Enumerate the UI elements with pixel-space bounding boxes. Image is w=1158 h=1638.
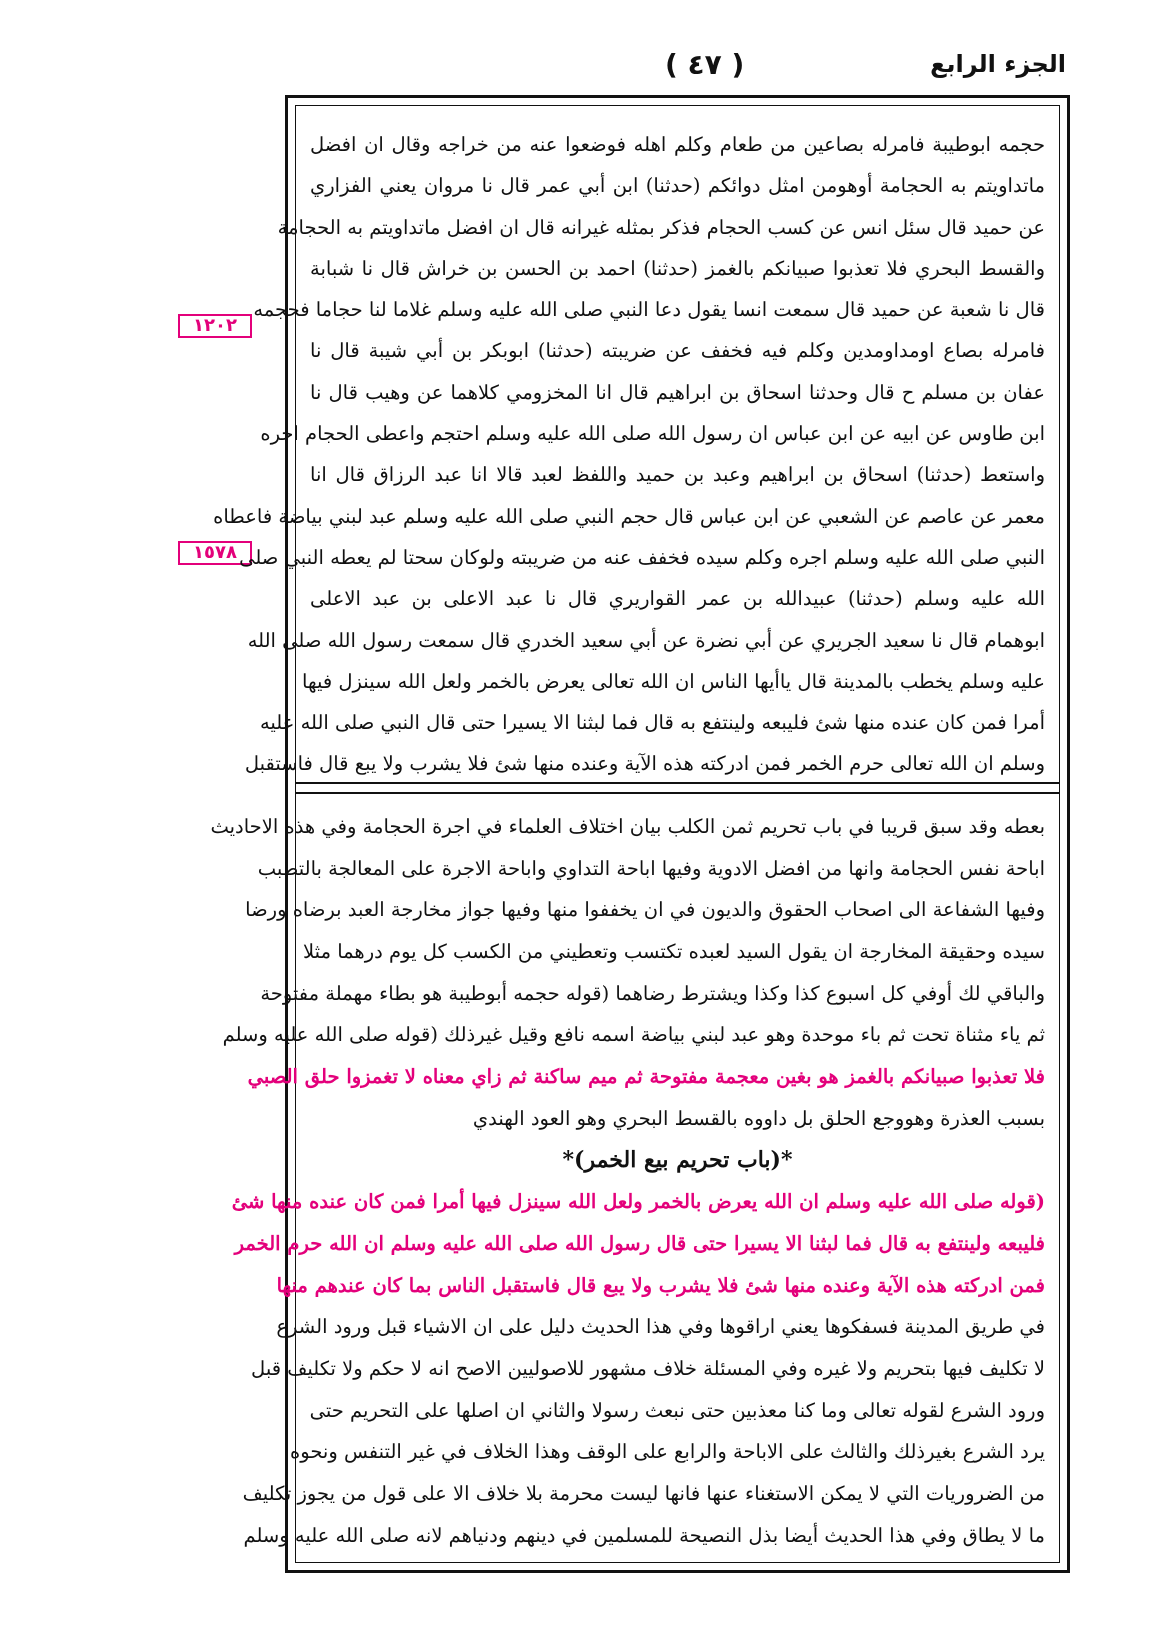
text-line: ماتداويتم به الحجامة أوهومن امثل دوائكم (حدثنا) ابن أبي عمر قال نا مروان يعني الفزاري <box>310 174 1045 198</box>
text-line: فليبعه ولينتفع به قال فما لبثنا الا يسيرا حتى قال رسول الله صلى الله عليه وسلم ان الله حرم الخمر <box>234 1231 1045 1255</box>
text-line: فامرله بصاع اومداومدين وكلم فيه فخفف عن ضريبته (حدثنا) ابوبكر بن أبي شيبة قال نا <box>310 339 1045 363</box>
text-line: يرد الشرع بغيرذلك والثالث على الاباحة والرابع على الوقف وهذا الخلاف في غير التنفس ونحوه <box>290 1440 1045 1464</box>
commentary-text <box>210 806 1045 1556</box>
text-line: أمرا فمن كان عنده منها شئ فليبعه ولينتفع به قال فما لبثنا الا يسيرا حتى قال النبي صلى الله عليه <box>259 711 1045 735</box>
text-line: عليه وسلم يخطب بالمدينة قال ياأيها الناس ان الله تعالى يعرض بالخمر ولعل الله سينزل فيها <box>302 669 1045 693</box>
page-number: ( ٤٧ ) <box>665 48 745 81</box>
text-line: فلا تعذبوا صبيانكم بالغمز هو بغين معجمة مفتوحة ثم ميم ساكنة ثم زاي معناه لا تغمزوا حلق الصبي <box>247 1065 1045 1089</box>
text-line: حجمه ابوطيبة فامرله بصاعين من طعام وكلم اهله فوضعوا عنه من خراجه وقال ان افضل <box>310 133 1045 156</box>
section-divider <box>296 782 1059 794</box>
text-line: والقسط البحري فلا تعذبوا صبيانكم بالغمز (حدثنا) احمد بن الحسن بن خراش قال نا شبابة <box>310 256 1045 280</box>
text-line: فمن ادركته هذه الآية وعنده منها شئ فلا يشرب ولا يبع قال فاستقبل الناس بما كان عندهم منها <box>276 1273 1045 1297</box>
text-line: قال نا شعبة عن حميد قال سمعت انسا يقول دعا النبي صلى الله عليه وسلم غلاما لنا حجاما فحجمه <box>253 298 1045 322</box>
text-line: لا تكليف فيها بتحريم ولا غيره وفي المسئلة خلاف مشهور للاصوليين الاصح انه لا حكم ولا تكليف قبل <box>251 1356 1045 1380</box>
text-line: عفان بن مسلم ح قال وحدثنا اسحاق بن ابراهيم قال انا المخزومي كلاهما عن وهيب قال نا <box>310 380 1045 404</box>
text-line: النبي صلى الله عليه وسلم اجره وكلم سيده فخفف عنه من ضريبته ولوكان سحتا لم يعطه النبي صلى <box>239 545 1045 569</box>
text-line: واستعط (حدثنا) اسحاق بن ابراهيم وعبد بن حميد واللفظ لعبد قالا انا عبد الرزاق قال انا <box>310 463 1045 487</box>
text-line: ابوهمام قال نا سعيد الجريري عن أبي نضرة عن أبي سعيد الخدري قال سمعت رسول الله صلى الله <box>247 628 1045 652</box>
text-line: عن حميد قال سئل انس عن كسب الحجام فذكر بمثله غيرانه قال ان افضل ماتداويتم به الحجامة <box>277 215 1045 239</box>
text-line: الله عليه وسلم (حدثنا) عبيدالله بن عمر القواريري قال نا عبد الاعلى بن عبد الاعلى <box>310 587 1045 611</box>
text-line: وسلم ان الله تعالى حرم الخمر فمن ادركته هذه الآية وعنده منها شئ فلا يشرب ولا يبع قال فاستقبل <box>244 752 1045 776</box>
text-line: ورود الشرع لقوله تعالى وما كنا معذبين حتى نبعث رسولا والثاني ان اصلها على التحريم حتى <box>309 1398 1045 1422</box>
volume-label: الجزء الرابع <box>930 50 1066 78</box>
chapter-heading: *(باب تحريم بيع الخمر)* <box>562 1146 793 1173</box>
text-line: ثم ياء مثناة تحت ثم باء موحدة وهو عبد لبني بياضة اسمه نافع وقيل غيرذلك (قوله صلى الله عليه وسلم <box>222 1023 1045 1047</box>
text-line: سيده وحقيقة المخارجة ان يقول السيد لعبده تكتسب وتعطيني من الكسب كل يوم درهما مثلا <box>303 940 1045 964</box>
text-line: في طريق المدينة فسفكوها يعني اراقوها وفي هذا الحديث دليل على ان الاشياء قبل ورود الشرع <box>276 1315 1045 1339</box>
text-line: من الضروريات التي لا يمكن الاستغناء عنها فانها ليست محرمة بلا خلاف الا على قول من يجوز تكليف <box>242 1482 1045 1505</box>
page-header <box>280 48 1070 88</box>
text-line: بسبب العذرة وهووجع الحلق بل داووه بالقسط البحري وهو العود الهندي <box>472 1106 1045 1130</box>
hadith-number-1: ١٢٠٢ <box>178 314 252 338</box>
text-line: (قوله صلى الله عليه وسلم ان الله يعرض بالخمر ولعل الله سينزل فيها أمرا فمن كان عنده منها شئ <box>231 1190 1045 1214</box>
hadith-number-2: ١٥٧٨ <box>178 541 252 565</box>
text-line: ابن طاوس عن ابيه عن ابن عباس ان رسول الله صلى الله عليه وسلم احتجم واعطى الحجام اجره <box>260 422 1045 446</box>
text-line: اباحة نفس الحجامة وانها من افضل الادوية وفيها اباحة التداوي واباحة الاجرة على المعالجة بالتطبب <box>257 856 1045 880</box>
text-line: معمر عن عاصم عن الشعبي عن ابن عباس قال حجم النبي صلى الله عليه وسلم عبد لبني بياضة فاعطاه <box>213 504 1045 528</box>
text-line: والباقي لك أوفي كل اسبوع كذا وكذا ويشترط رضاهما (قوله حجمه أبوطيبة هو بطاء مهملة مفتوحة <box>260 981 1045 1005</box>
text-line: ما لا يطاق وفي هذا الحديث أيضا بذل النصيحة للمسلمين في دينهم ودنياهم لانه صلى الله عليه وسلم <box>243 1523 1045 1547</box>
text-line: بعطه وقد سبق قريبا في باب تحريم ثمن الكلب بيان اختلاف العلماء في اجرة الحجامة وفي هذه الاحاديث <box>210 815 1045 838</box>
text-line: وفيها الشفاعة الى اصحاب الحقوق والديون في ان يخففوا منها وفيها جواز مخارجة العبد برضاه ورضا <box>245 898 1045 922</box>
